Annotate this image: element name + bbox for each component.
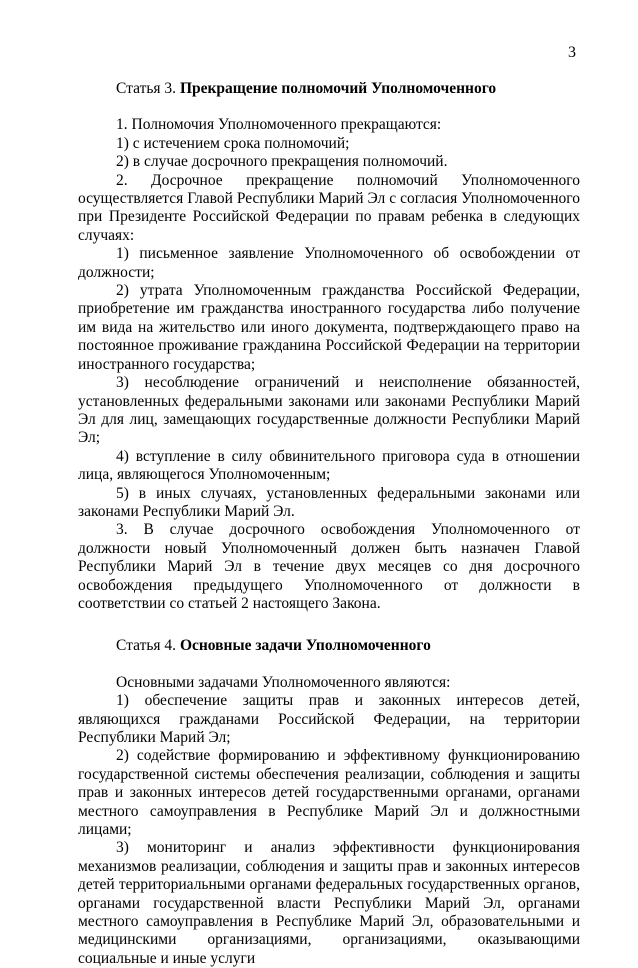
paragraph-3-2-5: 5) в иных случаях, установленных федеральными законами или законами Республики Марий Эл. [78, 484, 580, 520]
document-body [78, 80, 580, 968]
paragraph-4-task-3: 3) мониторинг и анализ эффективности функционирования механизмов реализации, соблюдения и защиты прав и законных интересов детей территориальными органами федеральных государственных органов, органами государственной власти Республики Марий Эл, органами местного самоуправления в Республике Марий Эл, образовательными и медицинскими организациями, организациями, оказывающими социальные и иные услуги [78, 839, 580, 967]
paragraph-3-3: 3. В случае досрочного освобождения Уполномоченного от должности новый Уполномоченный должен быть назначен Главой Республики Марий Эл в течение двух месяцев со дня досрочного освобождения предыдущего Уполномоченного от должности в соответствии со статьей 2 настоящего Закона. [78, 521, 580, 612]
paragraph-4-task-2: 2) содействие формированию и эффективному функционированию государственной системы обеспечения реализации, соблюдения и защиты прав и законных интересов детей государственными органами, органами местного самоуправления в Республике Марий Эл и должностными лицами; [78, 747, 580, 839]
article-3-title: Прекращение полномочий Уполномоченного [179, 80, 497, 97]
article-4-title: Основные задачи Уполномоченного [179, 637, 431, 655]
article-4-heading [78, 637, 580, 655]
article-3-prefix: Статья 3. [116, 80, 180, 97]
paragraph-3-2-1: 1) письменное заявление Уполномоченного об освобождении от должности; [78, 245, 580, 281]
paragraph-3-2-2: 2) утрата Уполномоченным гражданства Российской Федерации, приобретение им гражданства иностранного государства либо получение им вида на жительство или иного документа, подтверждающего право на постоянное проживание гражданина Российской Федерации на территории иностранного государства; [78, 282, 580, 373]
paragraph-4-task-1: 1) обеспечение защиты прав и законных интересов детей, являющихся гражданами Российской Федерации, на территории Республики Марий Эл; [78, 692, 580, 746]
paragraph-3-2: 2. Досрочное прекращение полномочий Уполномоченного осуществляется Главой Республики Марий Эл с согласия Уполномоченного при Президенте Российской Федерации по правам ребенка в следующих случаях: [78, 171, 580, 244]
paragraph-3-1-1: 1) с истечением срока полномочий; [116, 134, 350, 152]
article-3-heading [78, 80, 580, 98]
page-number: 3 [568, 44, 576, 61]
paragraph-3-1: 1. Полномочия Уполномоченного прекращаются: [116, 116, 442, 134]
paragraph-3-2-3: 3) несоблюдение ограничений и неисполнение обязанностей, установленных федеральными законами или законами Республики Марий Эл для лиц, замещающих государственные должности Республики Марий Эл; [78, 374, 580, 447]
paragraph-3-1-2: 2) в случае досрочного прекращения полномочий. [116, 153, 448, 171]
paragraph-4-intro: Основными задачами Уполномоченного являются: [116, 673, 451, 691]
paragraph-3-2-4: 4) вступление в силу обвинительного приговора суда в отношении лица, являющегося Уполномоченным; [78, 447, 580, 484]
article-4-prefix: Статья 4. [116, 637, 180, 655]
